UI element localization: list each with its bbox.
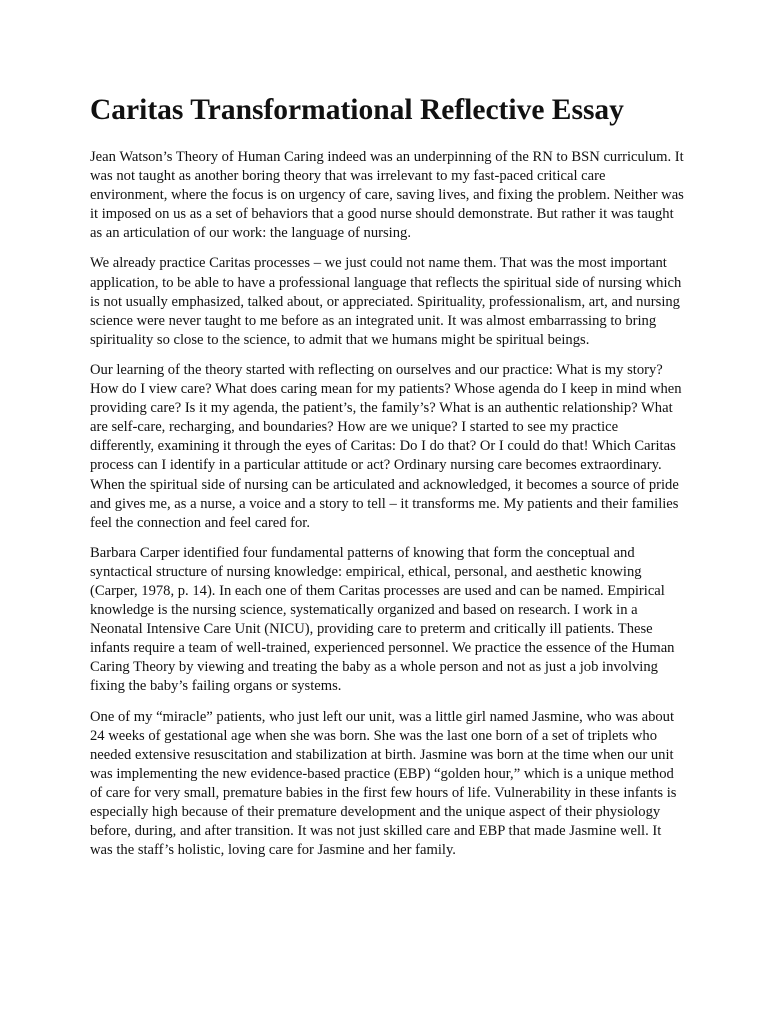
paragraph-1: Jean Watson’s Theory of Human Caring indeed was an underpinning of the RN to BSN curriculum. It was not taught as another boring theory that was irrelevant to my fast-paced critical care environment, where the focus is on urgency of care, saving lives, and fixing the problem. Neither was it imposed on us as a set of behaviors that a good nurse should demonstrate. But rather it was taught as an articulation of our work: the language of nursing.: [90, 149, 684, 242]
paragraph-3: Our learning of the theory started with reflecting on ourselves and our practice: What is my story? How do I view care? What does caring mean for my patients? Whose agenda do I keep in mind when providing care? Is it my agenda, the patient’s, the family’s? What is an authentic relationship? What are self-care, recharging, and boundaries? How are we unique? I started to see my practice differently, examining it through the eyes of Caritas: Do I do that? Or I could do that! Which Caritas process can I identify in a particular attitude or act? Ordinary nursing care becomes extraordinary. When the spiritual side of nursing can be articulated and acknowledged, it becomes a source of pride and gives me, as a nurse, a voice and a story to tell – it transforms me. My patients and their families feel the connection and feel cared for.: [90, 361, 682, 531]
document-page: [90, 92, 685, 871]
paragraph-4: Barbara Carper identified four fundamental patterns of knowing that form the conceptual and syntactical structure of nursing knowledge: empirical, ethical, personal, and aesthetic knowing (Carper, 1978, p. 14). In each one of them Caritas processes are used and can be named. Empirical knowledge is the nursing science, systematically organized and based on research. I work in a Neonatal Intensive Care Unit (NICU), providing care to preterm and critically ill patients. These infants require a team of well-trained, experienced personnel. We practice the essence of the Human Caring Theory by viewing and treating the baby as a whole person and not as just a job involving fixing the baby’s failing organs or systems.: [90, 544, 675, 695]
paragraph-5: One of my “miracle” patients, who just left our unit, was a little girl named Jasmine, who was about 24 weeks of gestational age when she was born. She was the last one born of a set of triplets who needed extensive resuscitation and stabilization at birth. Jasmine was born at the time when our unit was implementing the new evidence-based practice (EBP) “golden hour,” which is a unique method of care for very small, premature babies in the first few hours of life. Vulnerability in these infants is especially high because of their premature development and the unique aspect of their physiology before, during, and after transition. It was not just skilled care and EBP that made Jasmine well. It was the staff’s holistic, loving care for Jasmine and her family.: [90, 708, 677, 859]
paragraph-2: We already practice Caritas processes – we just could not name them. That was the most important application, to be able to have a professional language that reflects the spiritual side of nursing which is not usually emphasized, talked about, or appreciated. Spirituality, professionalism, art, and nursing science were never taught to me before as an integrated unit. It was almost embarrassing to bring spirituality so close to the science, to admit that we humans might be spiritual beings.: [90, 255, 682, 348]
document-title: Caritas Transformational Reflective Essay: [90, 94, 624, 126]
